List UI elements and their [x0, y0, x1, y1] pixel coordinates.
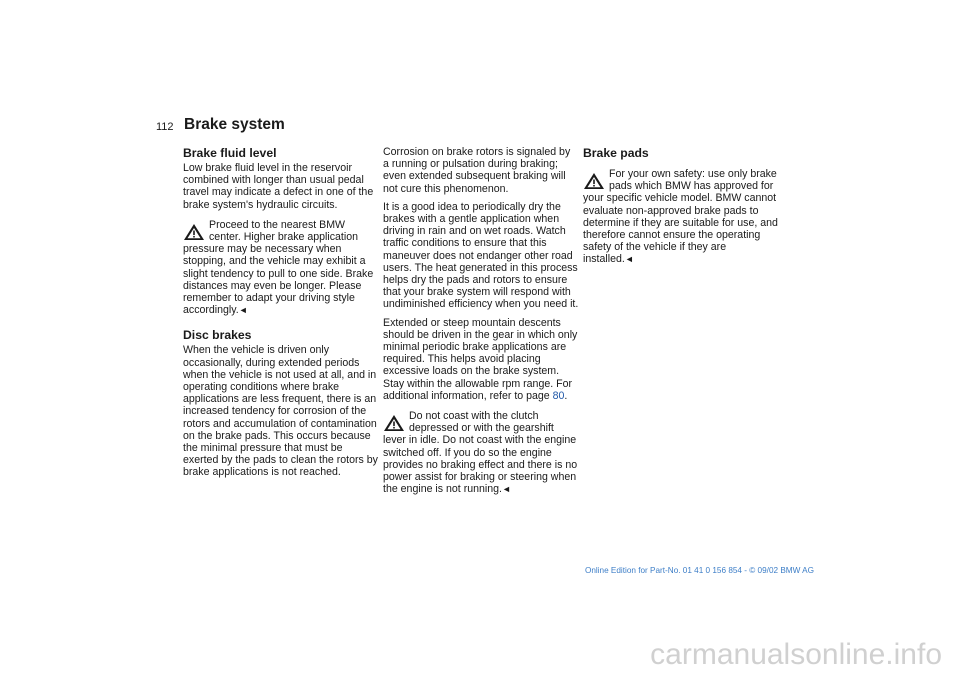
disc-brakes-paragraph: When the vehicle is driven only occasionally, during extended periods when the vehicle is not used at all, and in operating conditions where brake applications are less frequent, there is an increased tendency for corrosion of the rotors and accumulation of contamination on the brake pads. This occurs because the minimal pressure that must be exerted by the pads to clean the rotors by brake applications is not reached.	[183, 344, 378, 479]
warning-triangle-icon	[583, 172, 605, 190]
mountain-descents-paragraph	[383, 317, 579, 402]
coasting-warning	[383, 410, 579, 495]
heading-brake-pads: Brake pads	[583, 146, 649, 160]
page-80-link[interactable]: 80	[552, 389, 565, 402]
brake-pads-warning-text: For your own safety: use only brake pads which BMW has approved for your specific vehicle model. BMW cannot evaluate non-approved brake pads to determine if they are suitable for use, and therefore cannot ensure the operating safety of the vehicle if they are installed.	[583, 168, 778, 266]
heading-brake-fluid-level: Brake fluid level	[183, 146, 277, 160]
brake-fluid-paragraph: Low brake fluid level in the reservoir combined with longer than usual pedal travel may indicate a defect in one of the brake system's hydraulic circuits.	[183, 162, 374, 211]
brake-pads-warning	[583, 168, 779, 266]
warning-triangle-icon	[383, 414, 405, 432]
coasting-warning-text: Do not coast with the clutch depressed or with the gearshift lever in idle. Do not coast with the engine switched off. If you do so the engine provides no braking effect and there is no power assist for braking or steering when the engine is not running.	[383, 410, 578, 496]
mountain-descents-text: Extended or steep mountain descents should be driven in the gear in which only minimal periodic brake applications are required. This helps avoid placing excessive loads on the brake system. Stay within the allowable rpm range. For additional information, refer to page	[383, 316, 578, 402]
watermark: carmanualsonline.info	[650, 638, 942, 671]
end-mark: ◄	[501, 484, 511, 495]
end-mark: ◄	[624, 254, 634, 265]
end-mark: ◄	[238, 305, 248, 316]
warning-triangle-icon	[183, 223, 205, 241]
brake-fluid-warning	[183, 219, 379, 317]
column-3	[583, 146, 779, 272]
corrosion-paragraph: Corrosion on brake rotors is signaled by a running or pulsation during braking; even extended subsequent braking will not cure this phenomenon.	[383, 146, 571, 195]
brake-fluid-warning-text: Proceed to the nearest BMW center. Higher brake application pressure may be necessary when stopping, and the vehicle may exhibit a slight tendency to pull to one side. Brake distances may even be longer. Please remember to adapt your driving style accordingly.	[183, 218, 374, 317]
heading-disc-brakes: Disc brakes	[183, 328, 252, 343]
column-2	[383, 146, 579, 501]
page-number: 112	[156, 121, 174, 133]
mountain-descents-end: .	[564, 389, 568, 402]
edition-footer: Online Edition for Part-No. 01 41 0 156 854 - © 09/02 BMW AG	[584, 566, 814, 575]
column-1	[183, 146, 379, 485]
page-title: Brake system	[184, 116, 285, 133]
dry-brakes-paragraph: It is a good idea to periodically dry the brakes with a gentle application when driving in rain and on wet roads. Watch traffic conditions to ensure that this maneuver does not endanger other road users. The heat generated in this process helps dry the pads and rotors to ensure that your brake system will respond with undiminished efficiency when you need it.	[383, 200, 579, 311]
